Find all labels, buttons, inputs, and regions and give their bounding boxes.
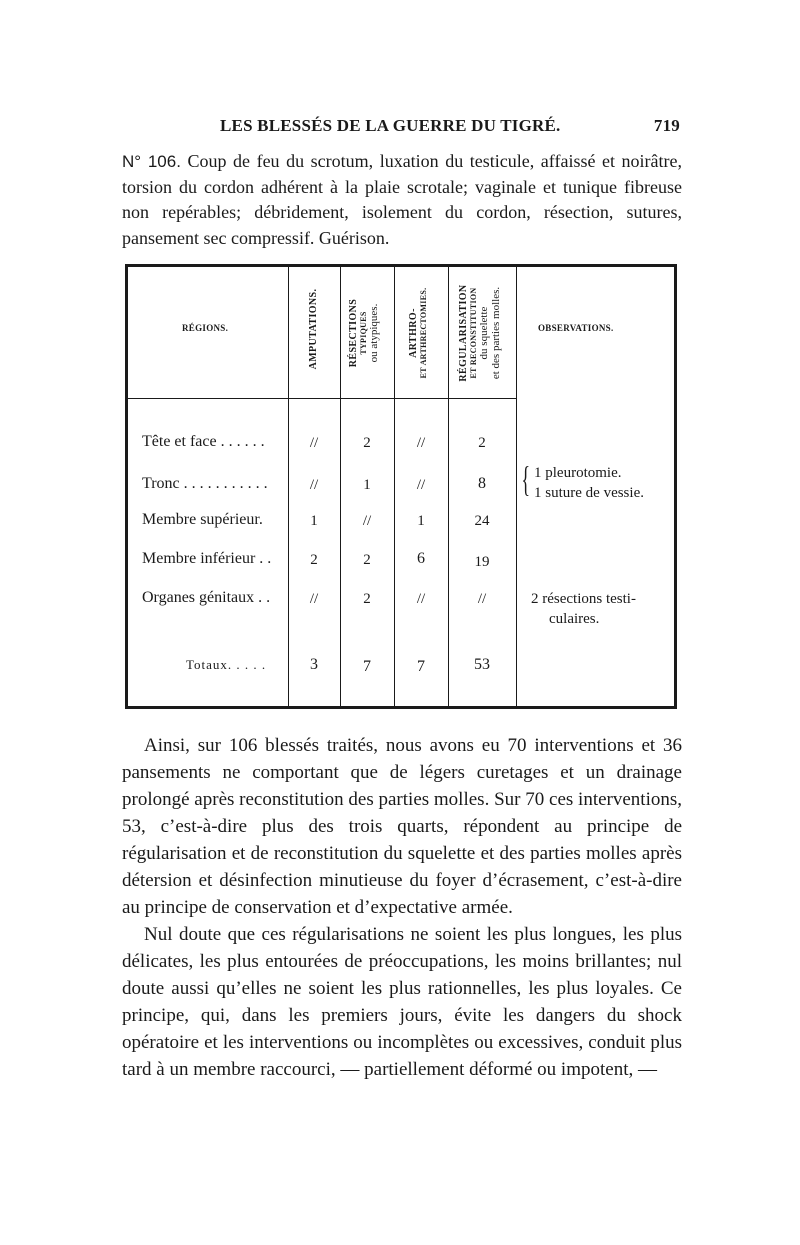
page-number: 719 xyxy=(653,116,680,135)
cell-regularisation: 24 xyxy=(474,513,490,529)
column-rule xyxy=(448,267,449,706)
header-arthro: ARTHRO- ET ARTHRECTOMIES. xyxy=(408,287,428,379)
cell-arthro: // xyxy=(416,591,426,607)
cell-arthro: 1 xyxy=(417,513,425,529)
case-paragraph xyxy=(122,149,682,251)
cell-amputations: // xyxy=(309,591,319,607)
row-label: Tête et face . . . . . . xyxy=(142,433,265,450)
header-rule xyxy=(128,398,516,399)
cell-resections: // xyxy=(362,513,372,529)
cell-resections: 1 xyxy=(363,477,371,493)
cell-amputations: // xyxy=(309,477,319,493)
body-text xyxy=(122,732,682,1083)
cell-amputations: 2 xyxy=(310,552,318,568)
observation-line: 2 résections testi- xyxy=(531,591,636,607)
header-resections: RÉSECTIONS TYPIQUES ou atypiques. xyxy=(348,298,380,368)
column-rule xyxy=(394,267,395,706)
row-label: Tronc . . . . . . . . . . . xyxy=(142,475,268,492)
observation-line: 1 suture de vessie. xyxy=(534,485,644,501)
header-observations: OBSERVATIONS. xyxy=(538,323,614,333)
total-arthro: 7 xyxy=(417,658,425,675)
cell-regularisation: // xyxy=(477,591,487,607)
paragraph: Nul doute que ces régularisations ne soient les plus longues, les plus délicates, les plus entourées de préoccupations, les moins brillantes; nul doute aussi qu’elles ne soient les plus rationnelles, les plus loyales. Ce principe, qui, dans les premiers jours, évite les dangers du shock opératoire et les interventions ou incomplètes ou excessives, conduit plus tard à un membre raccourci, — partiellement déformé ou impotent, — xyxy=(122,924,682,1080)
cell-arthro: // xyxy=(416,435,426,451)
paragraph: Ainsi, sur 106 blessés traités, nous avons eu 70 interventions et 36 pansements ne comportant que de légers curetages et un drainage prolongé après reconstitution des parties molles. Sur 70 ces interventions, 53, c’est-à-dire plus des trois quarts, répondent au principe de régularisation et de reconstitution du squelette et des parties molles après détersion et désinfection minutieuse du foyer d’écrasement, c’est-à-dire au principe de conservation et d’expectative armée. xyxy=(122,735,682,918)
cell-regularisation: 19 xyxy=(474,554,490,570)
totals-label: Totaux. . . . . xyxy=(186,657,267,672)
column-rule xyxy=(516,267,517,706)
observation-line: 1 pleurotomie. xyxy=(534,465,622,481)
row-label: Membre supérieur. xyxy=(142,511,263,528)
row-label: Membre inférieur . . xyxy=(142,550,272,567)
total-resections: 7 xyxy=(363,658,371,675)
cell-arthro: 6 xyxy=(417,550,425,567)
observation-line: culaires. xyxy=(549,611,600,627)
brace-icon: { xyxy=(521,459,530,499)
case-number: N° 106. xyxy=(122,152,181,171)
cell-amputations: // xyxy=(309,435,319,451)
total-amputations: 3 xyxy=(310,656,318,673)
cell-arthro: // xyxy=(416,477,426,493)
cell-resections: 2 xyxy=(363,435,371,451)
cell-resections: 2 xyxy=(363,591,371,607)
statistics-table xyxy=(125,264,677,709)
cell-regularisation: 2 xyxy=(478,435,486,451)
running-title: LES BLESSÉS DE LA GUERRE DU TIGRÉ. xyxy=(220,116,561,135)
cell-resections: 2 xyxy=(363,552,371,568)
header-regions: RÉGIONS. xyxy=(182,323,229,333)
row-label: Organes génitaux . . xyxy=(142,589,271,606)
column-rule xyxy=(340,267,341,706)
case-text: Coup de feu du scrotum, luxation du testicule, affaissé et noirâtre, torsion du cordon adhérent à la plaie scrotale; vaginale et tunique fibreuse non repérables; débridement, isolement du cordon, résection, sutures, pansement sec compressif. Guérison. xyxy=(122,151,682,248)
cell-amputations: 1 xyxy=(310,513,318,529)
header-regularisation: RÉGULARISATION ET RECONSTITUTION du squelette et des parties molles. xyxy=(458,284,502,382)
total-regularisation: 53 xyxy=(474,656,490,673)
column-rule xyxy=(288,267,289,706)
header-amputations: AMPUTATIONS. xyxy=(308,288,319,370)
cell-regularisation: 8 xyxy=(478,475,486,492)
running-header xyxy=(120,116,680,138)
